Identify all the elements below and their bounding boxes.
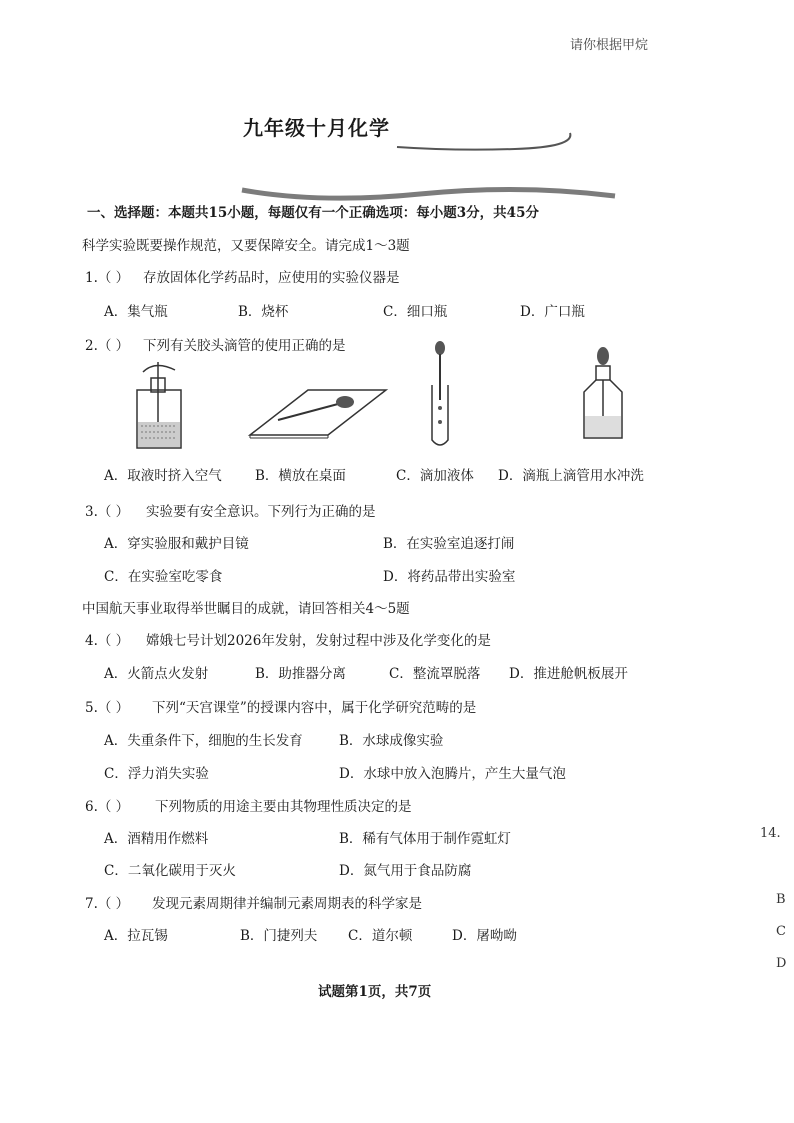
question-1-number: 1.（ ） [85, 270, 130, 286]
question-4-option-c: C．整流罩脱落 [389, 666, 481, 682]
question-2-option-d: D．滴瓶上滴管用水冲洗 [498, 468, 644, 484]
question-5-option-d: D．水球中放入泡腾片，产生大量气泡 [339, 766, 566, 782]
question-2-option-a: A．取液时挤入空气 [104, 468, 222, 484]
question-3-option-b: B．在实验室追逐打闹 [383, 536, 515, 552]
question-3-number: 3.（ ） [85, 504, 130, 520]
intro-text-1: 科学实验既要操作规范，又要保障安全。请完成1～3题 [82, 238, 410, 254]
side-mark-c: C [776, 924, 786, 939]
question-5-number: 5.（ ） [85, 700, 130, 716]
question-6-option-d: D．氮气用于食品防腐 [339, 863, 472, 879]
question-4-option-d: D．推进舱帆板展开 [509, 666, 628, 682]
question-4-number: 4.（ ） [85, 633, 130, 649]
side-mark-14: 14. [760, 826, 781, 841]
question-6-option-a: A．酒精用作燃料 [104, 831, 209, 847]
question-7-stem: 发现元素周期律并编制元素周期表的科学家是 [152, 896, 422, 912]
image-dropper-bottle [578, 346, 628, 442]
question-6-number: 6.（ ） [85, 799, 130, 815]
question-2-number: 2.（ ） [85, 338, 130, 354]
question-7-option-b: B．门捷列夫 [240, 928, 318, 944]
question-1-stem: 存放固体化学药品时，应使用的实验仪器是 [143, 270, 400, 286]
question-6-option-c: C．二氧化碳用于灭火 [104, 863, 236, 879]
side-mark-d: D [776, 956, 787, 971]
question-2-stem: 下列有关胶头滴管的使用正确的是 [143, 338, 346, 354]
image-dropper-in-tube [425, 340, 455, 450]
question-3-option-a: A．穿实验服和戴护目镜 [104, 536, 249, 552]
question-3-option-d: D．将药品带出实验室 [383, 569, 516, 585]
image-bottle-squeeze [125, 360, 195, 452]
question-5-option-c: C．浮力消失实验 [104, 766, 209, 782]
title-scribble [395, 125, 575, 155]
question-7-number: 7.（ ） [85, 896, 130, 912]
question-7-option-d: D．屠呦呦 [452, 928, 517, 944]
question-4-option-a: A．火箭点火发射 [104, 666, 209, 682]
question-2-option-b: B．横放在桌面 [255, 468, 346, 484]
section-heading: 一、选择题：本题共15小题，每题仅有一个正确选项：每小题3分，共45分 [87, 205, 539, 221]
question-3-option-c: C．在实验室吃零食 [104, 569, 223, 585]
question-1-option-c: C．细口瓶 [383, 304, 448, 320]
question-6-option-b: B．稀有气体用于制作霓虹灯 [339, 831, 511, 847]
question-4-stem: 嫦娥七号计划2026年发射，发射过程中涉及化学变化的是 [146, 633, 491, 649]
image-dropper-on-table [248, 380, 388, 440]
question-7-option-c: C．道尔顿 [348, 928, 413, 944]
question-4-option-b: B．助推器分离 [255, 666, 346, 682]
question-1-option-d: D．广口瓶 [520, 304, 585, 320]
question-2-option-c: C．滴加液体 [396, 468, 474, 484]
side-mark-b: B [776, 892, 786, 907]
question-5-option-b: B．水球成像实验 [339, 733, 444, 749]
top-note: 请你根据甲烷 [570, 38, 649, 53]
question-1-option-b: B．烧杯 [238, 304, 289, 320]
question-3-stem: 实验要有安全意识。下列行为正确的是 [146, 504, 376, 520]
question-7-option-a: A．拉瓦锡 [104, 928, 168, 944]
question-5-option-a: A．失重条件下，细胞的生长发育 [104, 733, 303, 749]
question-1-option-a: A．集气瓶 [104, 304, 168, 320]
page-footer: 试题第1页，共7页 [318, 984, 432, 1000]
intro-text-2: 中国航天事业取得举世瞩目的成就，请回答相关4～5题 [82, 601, 410, 617]
question-5-stem: 下列“天宫课堂”的授课内容中，属于化学研究范畴的是 [152, 700, 477, 716]
question-6-stem: 下列物质的用途主要由其物理性质决定的是 [155, 799, 412, 815]
page-title: 九年级十月化学 [243, 116, 390, 140]
